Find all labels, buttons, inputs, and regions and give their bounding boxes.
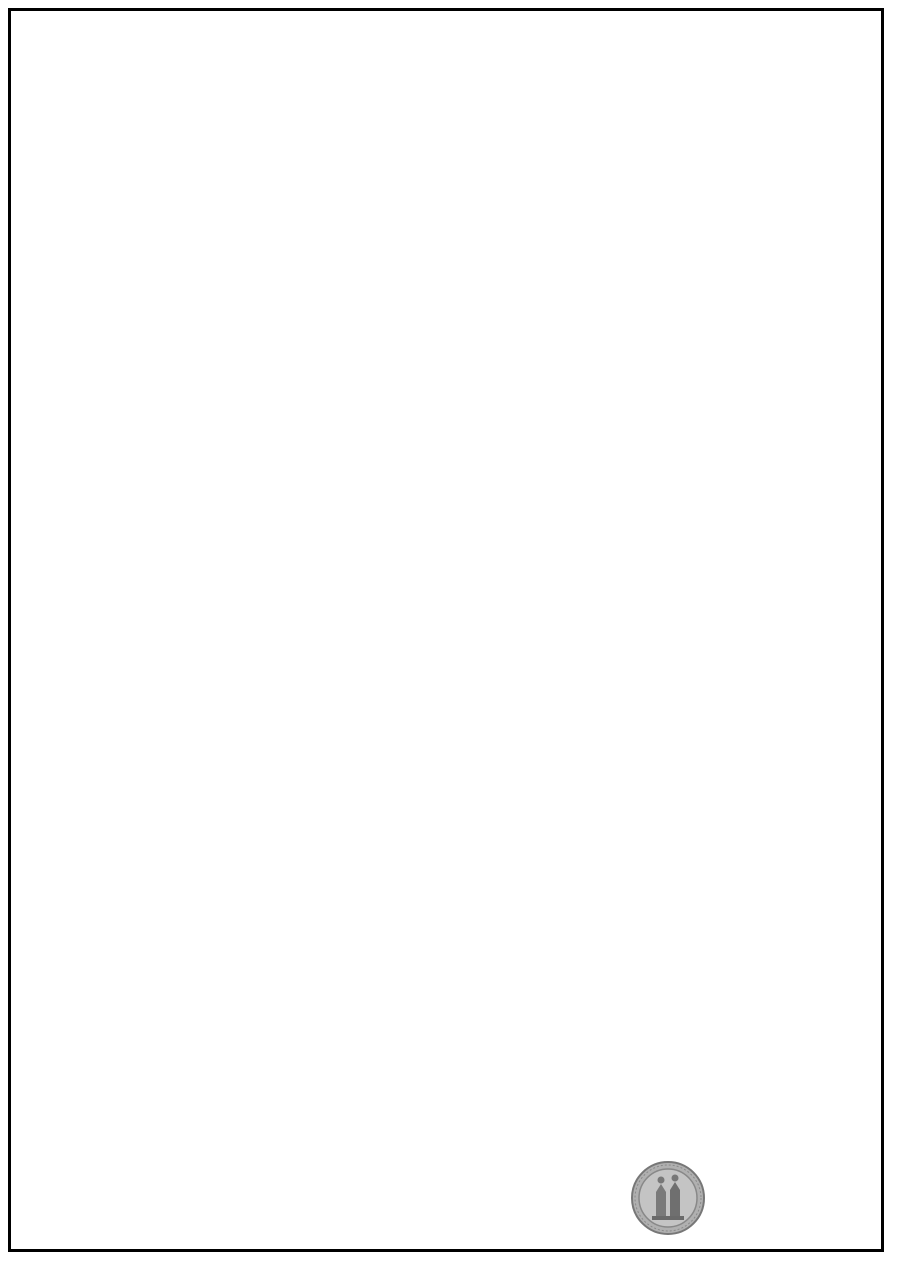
seal-icon <box>630 1160 706 1236</box>
upstalsboom-logo <box>630 1160 880 1235</box>
page-border <box>8 8 884 1252</box>
